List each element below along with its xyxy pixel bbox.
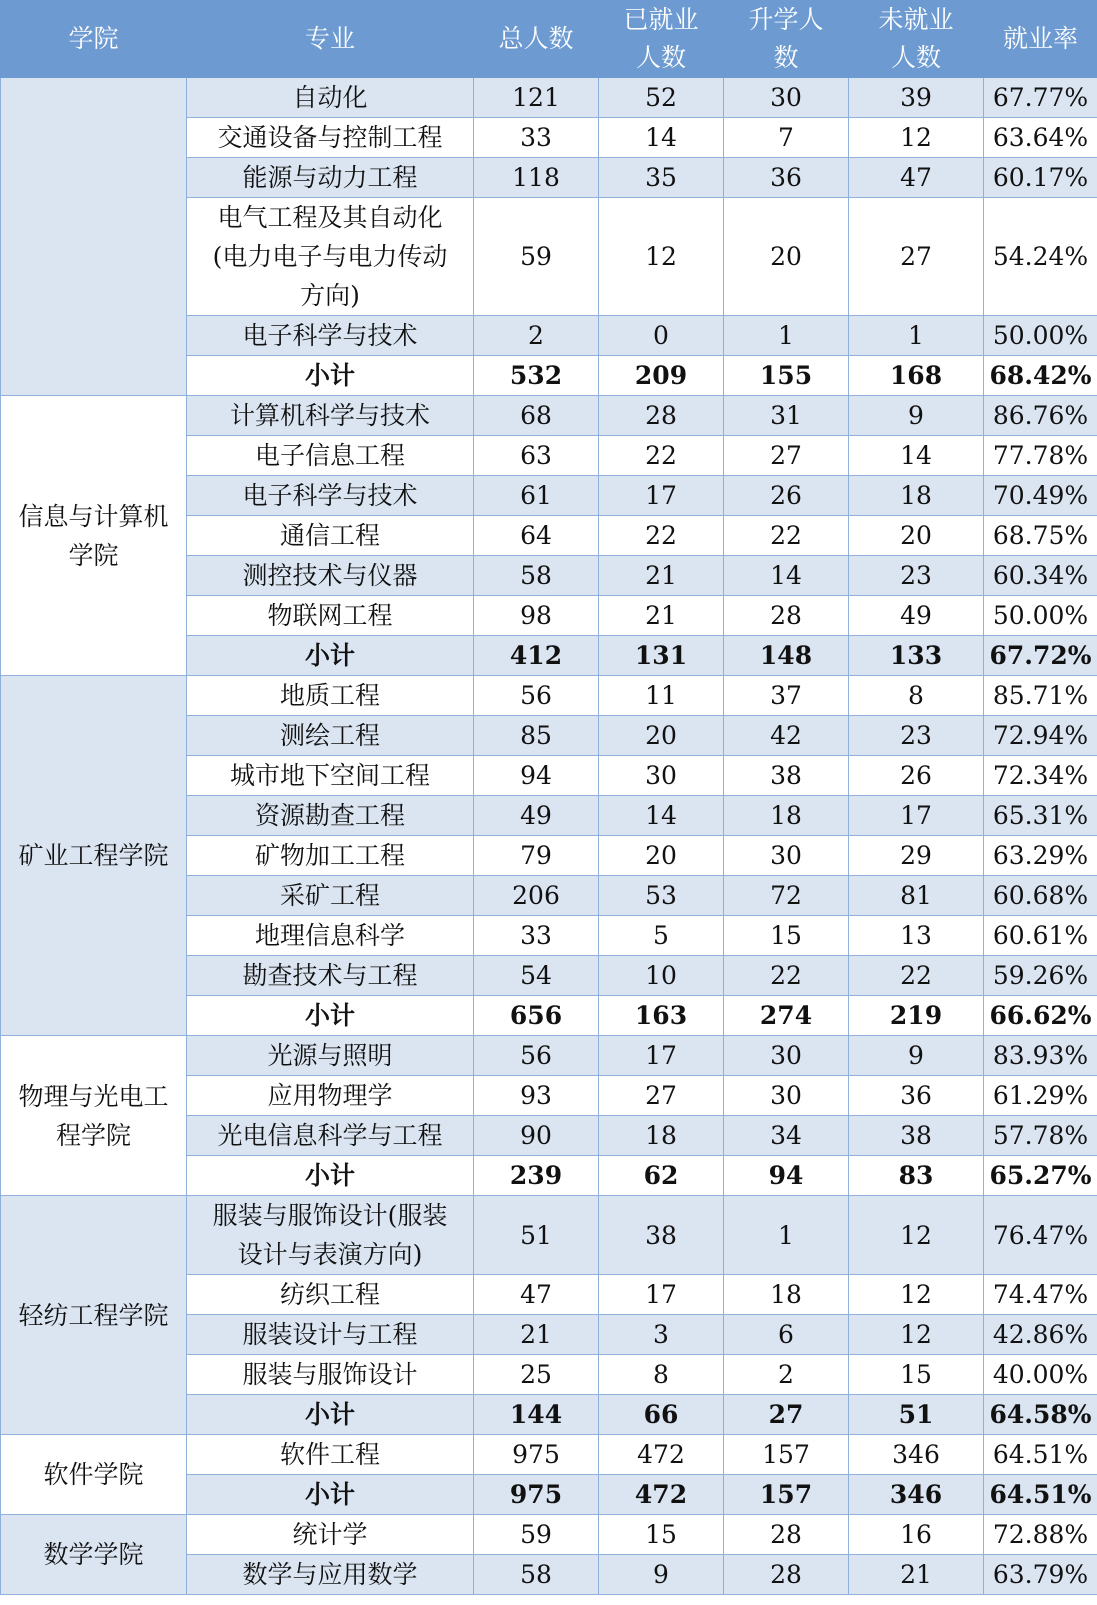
rate-cell: 72.34%: [984, 756, 1097, 796]
employed-cell: 14: [599, 796, 724, 836]
further-cell: 94: [724, 1156, 849, 1196]
total-cell: 206: [474, 876, 599, 916]
college-cell: [1, 78, 187, 396]
employed-cell: 14: [599, 118, 724, 158]
employed-cell: 53: [599, 876, 724, 916]
unemployed-cell: 51: [849, 1395, 984, 1435]
further-cell: 22: [724, 956, 849, 996]
rate-cell: 57.78%: [984, 1116, 1097, 1156]
employed-cell: 472: [599, 1435, 724, 1475]
subtotal-label: 小计: [187, 996, 474, 1036]
unemployed-cell: 36: [849, 1076, 984, 1116]
total-cell: 98: [474, 596, 599, 636]
employed-cell: 15: [599, 1515, 724, 1555]
rate-cell: 77.78%: [984, 436, 1097, 476]
major-cell: [187, 476, 474, 516]
further-cell: 6: [724, 1315, 849, 1355]
college-name: 软件学院: [43, 1460, 144, 1489]
major-name-line: 服装与服饰设计: [242, 1360, 418, 1389]
unemployed-cell: 346: [849, 1435, 984, 1475]
further-cell: 42: [724, 716, 849, 756]
total-cell: 239: [474, 1156, 599, 1196]
college-cell: [1, 1515, 187, 1595]
header-unemployed: [849, 1, 984, 78]
rate-cell: 83.93%: [984, 1036, 1097, 1076]
unemployed-cell: 38: [849, 1116, 984, 1156]
major-name-line: 数学与应用数学: [242, 1560, 418, 1589]
major-cell: [187, 1036, 474, 1076]
major-cell: [187, 436, 474, 476]
further-cell: 34: [724, 1116, 849, 1156]
further-cell: 22: [724, 516, 849, 556]
major-cell: [187, 876, 474, 916]
total-cell: 51: [474, 1196, 599, 1275]
employed-cell: 22: [599, 516, 724, 556]
major-name-line: 服装设计与工程: [242, 1320, 418, 1349]
header-employed-line1: 已就业: [623, 5, 699, 34]
rate-cell: 65.31%: [984, 796, 1097, 836]
total-cell: 532: [474, 356, 599, 396]
major-name-line: 城市地下空间工程: [229, 761, 430, 790]
rate-cell: 68.42%: [984, 356, 1097, 396]
major-name-line: 方向): [300, 281, 360, 310]
total-cell: 59: [474, 1515, 599, 1555]
further-cell: 38: [724, 756, 849, 796]
rate-cell: 63.64%: [984, 118, 1097, 158]
subtotal-label: 小计: [187, 636, 474, 676]
total-cell: 56: [474, 1036, 599, 1076]
major-name-line: 交通设备与控制工程: [217, 123, 443, 152]
major-cell: [187, 716, 474, 756]
header-rate: 就业率: [984, 1, 1097, 78]
rate-cell: 42.86%: [984, 1315, 1097, 1355]
header-major: 专业: [187, 1, 474, 78]
employed-cell: 20: [599, 836, 724, 876]
further-cell: 37: [724, 676, 849, 716]
employed-cell: 62: [599, 1156, 724, 1196]
subtotal-label: 小计: [187, 1156, 474, 1196]
major-cell: [187, 198, 474, 316]
unemployed-cell: 12: [849, 1196, 984, 1275]
total-cell: 64: [474, 516, 599, 556]
major-name-line: 电气工程及其自动化: [217, 203, 443, 232]
total-cell: 25: [474, 1355, 599, 1395]
major-cell: [187, 1076, 474, 1116]
further-cell: 20: [724, 198, 849, 316]
total-cell: 90: [474, 1116, 599, 1156]
table-row: [1, 1196, 1097, 1275]
further-cell: 27: [724, 436, 849, 476]
header-employed: [599, 1, 724, 78]
rate-cell: 59.26%: [984, 956, 1097, 996]
further-cell: 18: [724, 796, 849, 836]
unemployed-cell: 12: [849, 118, 984, 158]
unemployed-cell: 12: [849, 1275, 984, 1315]
major-cell: [187, 1275, 474, 1315]
major-cell: [187, 516, 474, 556]
major-cell: [187, 756, 474, 796]
total-cell: 975: [474, 1435, 599, 1475]
unemployed-cell: 219: [849, 996, 984, 1036]
unemployed-cell: 12: [849, 1315, 984, 1355]
header-unemployed-line2: 人数: [890, 43, 941, 72]
major-name-line: 资源勘查工程: [254, 801, 405, 830]
employed-cell: 131: [599, 636, 724, 676]
total-cell: 56: [474, 676, 599, 716]
employed-cell: 163: [599, 996, 724, 1036]
major-name-line: 地理信息科学: [254, 921, 405, 950]
header-further-line1: 升学人: [748, 5, 824, 34]
employed-cell: 38: [599, 1196, 724, 1275]
college-cell: [1, 1036, 187, 1196]
employed-cell: 0: [599, 316, 724, 356]
rate-cell: 54.24%: [984, 198, 1097, 316]
further-cell: 30: [724, 1036, 849, 1076]
unemployed-cell: 27: [849, 198, 984, 316]
major-cell: [187, 556, 474, 596]
table-row: [1, 396, 1097, 436]
rate-cell: 67.77%: [984, 78, 1097, 118]
major-name-line: 矿物加工工程: [254, 841, 405, 870]
total-cell: 412: [474, 636, 599, 676]
total-cell: 656: [474, 996, 599, 1036]
unemployed-cell: 16: [849, 1515, 984, 1555]
unemployed-cell: 9: [849, 396, 984, 436]
major-cell: [187, 1116, 474, 1156]
total-cell: 49: [474, 796, 599, 836]
rate-cell: 60.68%: [984, 876, 1097, 916]
employed-cell: 3: [599, 1315, 724, 1355]
rate-cell: 40.00%: [984, 1355, 1097, 1395]
further-cell: 27: [724, 1395, 849, 1435]
major-cell: [187, 1435, 474, 1475]
further-cell: 2: [724, 1355, 849, 1395]
major-cell: [187, 118, 474, 158]
unemployed-cell: 18: [849, 476, 984, 516]
major-cell: [187, 158, 474, 198]
major-name-line: 服装与服饰设计(服装: [212, 1201, 448, 1230]
header-college: 学院: [1, 1, 187, 78]
rate-cell: 63.29%: [984, 836, 1097, 876]
major-name-line: 物联网工程: [267, 601, 393, 630]
further-cell: 28: [724, 1515, 849, 1555]
major-cell: [187, 1315, 474, 1355]
major-name-line: 纺织工程: [279, 1280, 380, 1309]
rate-cell: 86.76%: [984, 396, 1097, 436]
employed-cell: 209: [599, 356, 724, 396]
major-name-line: 自动化: [292, 83, 368, 112]
major-name-line: 电子信息工程: [254, 441, 405, 470]
total-cell: 975: [474, 1475, 599, 1515]
employed-cell: 30: [599, 756, 724, 796]
header-row: [1, 1, 1097, 78]
unemployed-cell: 15: [849, 1355, 984, 1395]
major-cell: [187, 836, 474, 876]
further-cell: 31: [724, 396, 849, 436]
rate-cell: 72.88%: [984, 1515, 1097, 1555]
major-cell: [187, 676, 474, 716]
unemployed-cell: 81: [849, 876, 984, 916]
rate-cell: 64.51%: [984, 1435, 1097, 1475]
major-cell: [187, 796, 474, 836]
total-cell: 47: [474, 1275, 599, 1315]
rate-cell: 63.79%: [984, 1555, 1097, 1595]
further-cell: 1: [724, 316, 849, 356]
college-name: 物理与光电工程学院: [18, 1081, 169, 1150]
major-name-line: 能源与动力工程: [242, 163, 418, 192]
further-cell: 274: [724, 996, 849, 1036]
major-cell: [187, 78, 474, 118]
college-cell: [1, 676, 187, 1036]
rate-cell: 72.94%: [984, 716, 1097, 756]
employed-cell: 11: [599, 676, 724, 716]
major-cell: [187, 1355, 474, 1395]
further-cell: 1: [724, 1196, 849, 1275]
subtotal-label: 小计: [187, 1475, 474, 1515]
major-name-line: (电力电子与电力传动: [212, 242, 448, 271]
header-employed-line2: 人数: [635, 43, 686, 72]
further-cell: 157: [724, 1475, 849, 1515]
employed-cell: 17: [599, 1275, 724, 1315]
unemployed-cell: 22: [849, 956, 984, 996]
header-unemployed-line1: 未就业: [878, 5, 954, 34]
employed-cell: 5: [599, 916, 724, 956]
major-name-line: 勘查技术与工程: [242, 961, 418, 990]
employed-cell: 472: [599, 1475, 724, 1515]
major-name-line: 应用物理学: [267, 1081, 393, 1110]
rate-cell: 70.49%: [984, 476, 1097, 516]
total-cell: 54: [474, 956, 599, 996]
further-cell: 14: [724, 556, 849, 596]
subtotal-label: 小计: [187, 1395, 474, 1435]
table-row: [1, 78, 1097, 118]
major-name-line: 电子科学与技术: [242, 321, 418, 350]
unemployed-cell: 20: [849, 516, 984, 556]
header-further-line2: 数: [773, 43, 799, 72]
employed-cell: 12: [599, 198, 724, 316]
further-cell: 28: [724, 596, 849, 636]
further-cell: 18: [724, 1275, 849, 1315]
employed-cell: 18: [599, 1116, 724, 1156]
rate-cell: 60.61%: [984, 916, 1097, 956]
unemployed-cell: 26: [849, 756, 984, 796]
rate-cell: 60.34%: [984, 556, 1097, 596]
further-cell: 155: [724, 356, 849, 396]
further-cell: 15: [724, 916, 849, 956]
rate-cell: 64.51%: [984, 1475, 1097, 1515]
employed-cell: 10: [599, 956, 724, 996]
rate-cell: 60.17%: [984, 158, 1097, 198]
unemployed-cell: 346: [849, 1475, 984, 1515]
major-cell: [187, 316, 474, 356]
employed-cell: 28: [599, 396, 724, 436]
major-cell: [187, 916, 474, 956]
major-cell: [187, 956, 474, 996]
table-row: [1, 1515, 1097, 1555]
total-cell: 93: [474, 1076, 599, 1116]
unemployed-cell: 13: [849, 916, 984, 956]
total-cell: 33: [474, 916, 599, 956]
further-cell: 28: [724, 1555, 849, 1595]
major-cell: [187, 396, 474, 436]
total-cell: 121: [474, 78, 599, 118]
major-name-line: 软件工程: [279, 1440, 380, 1469]
employed-cell: 27: [599, 1076, 724, 1116]
major-name-line: 地质工程: [279, 681, 380, 710]
further-cell: 36: [724, 158, 849, 198]
unemployed-cell: 17: [849, 796, 984, 836]
subtotal-label: 小计: [187, 356, 474, 396]
further-cell: 148: [724, 636, 849, 676]
rate-cell: 67.72%: [984, 636, 1097, 676]
employed-cell: 9: [599, 1555, 724, 1595]
employed-cell: 17: [599, 1036, 724, 1076]
major-cell: [187, 1555, 474, 1595]
college-name: 矿业工程学院: [18, 841, 169, 870]
college-cell: [1, 1435, 187, 1515]
unemployed-cell: 39: [849, 78, 984, 118]
college-cell: [1, 1196, 187, 1435]
employed-cell: 21: [599, 596, 724, 636]
employed-cell: 22: [599, 436, 724, 476]
total-cell: 118: [474, 158, 599, 198]
header-further-study: [724, 1, 849, 78]
further-cell: 26: [724, 476, 849, 516]
college-cell: [1, 396, 187, 676]
employed-cell: 21: [599, 556, 724, 596]
unemployed-cell: 9: [849, 1036, 984, 1076]
further-cell: 7: [724, 118, 849, 158]
total-cell: 58: [474, 556, 599, 596]
total-cell: 68: [474, 396, 599, 436]
unemployed-cell: 168: [849, 356, 984, 396]
major-cell: [187, 596, 474, 636]
unemployed-cell: 21: [849, 1555, 984, 1595]
unemployed-cell: 23: [849, 556, 984, 596]
header-total: 总人数: [474, 1, 599, 78]
major-name-line: 测绘工程: [279, 721, 380, 750]
major-name-line: 测控技术与仪器: [242, 561, 418, 590]
total-cell: 144: [474, 1395, 599, 1435]
unemployed-cell: 23: [849, 716, 984, 756]
unemployed-cell: 47: [849, 158, 984, 198]
table-row: [1, 1036, 1097, 1076]
total-cell: 85: [474, 716, 599, 756]
major-name-line: 光电信息科学与工程: [217, 1121, 443, 1150]
unemployed-cell: 1: [849, 316, 984, 356]
employed-cell: 52: [599, 78, 724, 118]
table-row: [1, 676, 1097, 716]
major-name-line: 通信工程: [279, 521, 380, 550]
further-cell: 30: [724, 78, 849, 118]
college-name: 信息与计算机学院: [18, 501, 169, 570]
employed-cell: 8: [599, 1355, 724, 1395]
total-cell: 58: [474, 1555, 599, 1595]
major-name-line: 电子科学与技术: [242, 481, 418, 510]
total-cell: 2: [474, 316, 599, 356]
further-cell: 30: [724, 1076, 849, 1116]
rate-cell: 50.00%: [984, 596, 1097, 636]
employed-cell: 66: [599, 1395, 724, 1435]
rate-cell: 76.47%: [984, 1196, 1097, 1275]
major-name-line: 设计与表演方向): [237, 1240, 423, 1269]
employed-cell: 20: [599, 716, 724, 756]
unemployed-cell: 133: [849, 636, 984, 676]
total-cell: 94: [474, 756, 599, 796]
unemployed-cell: 29: [849, 836, 984, 876]
further-cell: 157: [724, 1435, 849, 1475]
total-cell: 59: [474, 198, 599, 316]
rate-cell: 68.75%: [984, 516, 1097, 556]
total-cell: 63: [474, 436, 599, 476]
rate-cell: 65.27%: [984, 1156, 1097, 1196]
college-name: 数学学院: [43, 1540, 144, 1569]
rate-cell: 64.58%: [984, 1395, 1097, 1435]
college-name: 轻纺工程学院: [18, 1300, 169, 1330]
unemployed-cell: 49: [849, 596, 984, 636]
total-cell: 61: [474, 476, 599, 516]
total-cell: 21: [474, 1315, 599, 1355]
major-name-line: 统计学: [292, 1520, 368, 1549]
unemployed-cell: 8: [849, 676, 984, 716]
rate-cell: 85.71%: [984, 676, 1097, 716]
rate-cell: 61.29%: [984, 1076, 1097, 1116]
rate-cell: 50.00%: [984, 316, 1097, 356]
major-name-line: 计算机科学与技术: [229, 401, 430, 430]
employed-cell: 17: [599, 476, 724, 516]
employed-cell: 35: [599, 158, 724, 198]
total-cell: 79: [474, 836, 599, 876]
unemployed-cell: 83: [849, 1156, 984, 1196]
total-cell: 33: [474, 118, 599, 158]
major-cell: [187, 1515, 474, 1555]
major-name-line: 光源与照明: [267, 1041, 393, 1070]
major-name-line: 采矿工程: [279, 881, 380, 910]
major-cell: [187, 1196, 474, 1275]
table-row: [1, 1435, 1097, 1475]
rate-cell: 74.47%: [984, 1275, 1097, 1315]
further-cell: 72: [724, 876, 849, 916]
unemployed-cell: 14: [849, 436, 984, 476]
further-cell: 30: [724, 836, 849, 876]
rate-cell: 66.62%: [984, 996, 1097, 1036]
